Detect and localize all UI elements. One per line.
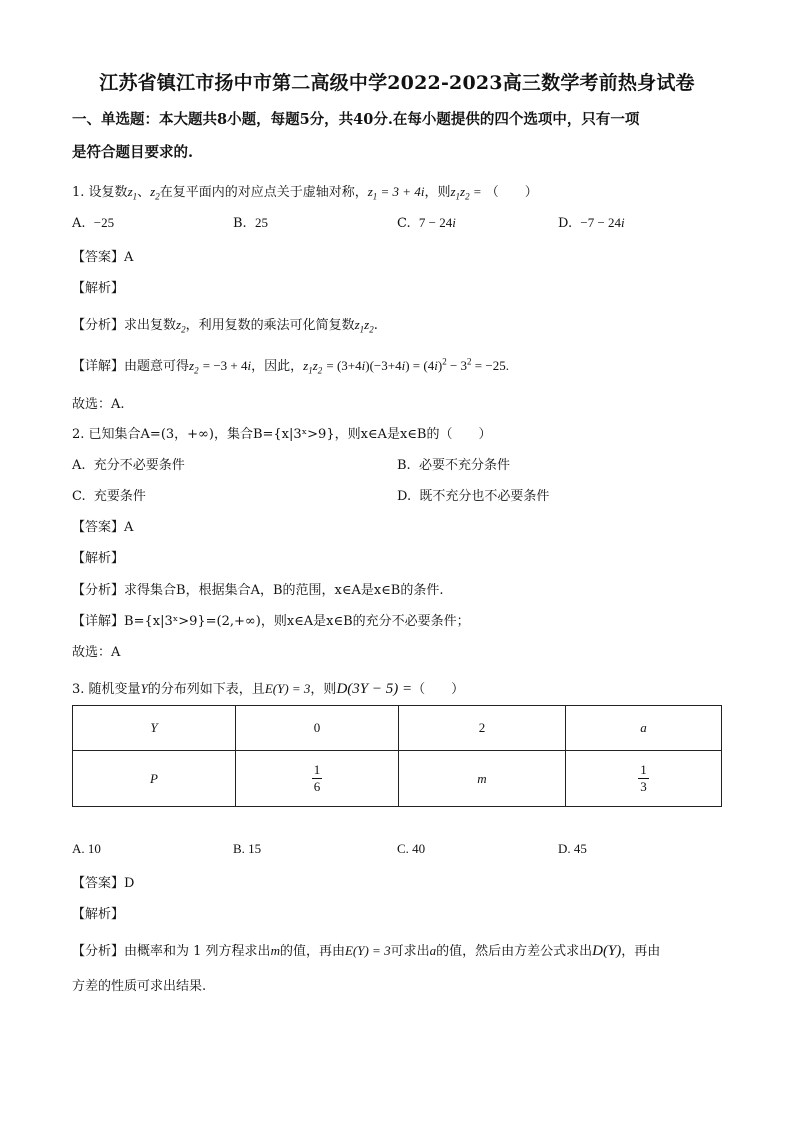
question-2: 2. 已知集合A=(3，+∞)，集合B={x|3ˣ>9}，则x∈A是x∈B的（ ） <box>72 427 492 442</box>
table-row <box>73 706 722 751</box>
table-cell: 2 <box>399 706 566 751</box>
q1-answer: 【答案】A <box>72 250 134 265</box>
question-3: 3. 随机变量Y的分布列如下表，且E(Y) = 3，则D(3Y − 5) =（ ） <box>72 681 465 697</box>
q3-option-b: B. 15 <box>233 841 262 856</box>
distribution-table <box>72 705 722 807</box>
table-cell: a <box>566 706 722 751</box>
q3-fenxi: 【分析】由概率和为 1 列方程求出m的值，再由E(Y) = 3可求出a的值，然后由方差公式求出D(Y)，再由 <box>72 943 661 959</box>
q1-given: $z_1 = 3 + 4i$ <box>367 184 425 202</box>
q3-fenxi-line2: 方差的性质可求出结果. <box>72 979 207 994</box>
q2-choose: 故选：A <box>72 645 121 660</box>
q3-answer: 【答案】D <box>72 876 135 891</box>
table-row <box>73 751 722 807</box>
table-cell: Y <box>73 706 236 751</box>
q1-text-b: 、 <box>137 185 151 200</box>
q1-xiangjie: 【详解】由题意可得$z_2 = -3 + 4i$，因此，$z_1z_2 = (3+4i)(-3+4i) = (4i)^2 - 3^2 = -25$. <box>72 356 509 376</box>
section-heading-line2: 是符合题目要求的. <box>72 144 194 161</box>
q2-option-d: D. 既不充分也不必要条件 <box>397 489 550 504</box>
q3-option-c: C. 40 <box>397 841 426 856</box>
q1-fenxi: 【分析】求出复数$z_2$，利用复数的乘法可化简复数$z_1z_2$. <box>72 317 378 335</box>
section-heading-line1: 一、单选题：本大题共8小题，每题5分，共40分.在每小题提供的四个选项中，只有一项 <box>72 111 640 128</box>
table-cell: m <box>399 751 566 807</box>
q1-number: 1. <box>72 185 85 200</box>
fraction-1-6: $\frac{1}{6}$ <box>313 762 321 794</box>
q1-analysis-tag: 【解析】 <box>72 281 125 296</box>
q1-choose: 故选：A. <box>72 397 125 412</box>
q2-option-a: A. 充分不必要条件 <box>72 458 185 473</box>
z1-symbol: $z_1$ <box>127 184 138 202</box>
fraction-1-3: $\frac{1}{3}$ <box>640 762 647 794</box>
q1-ask: $z_1z_2$ = <box>450 184 482 202</box>
q2-fenxi: 【分析】求得集合B，根据集合A，B的范围，x∈A是x∈B的条件. <box>72 583 444 598</box>
table-cell: 0 <box>236 706 399 751</box>
page-title: 江苏省镇江市扬中市第二高级中学2022-2023高三数学考前热身试卷 <box>99 72 695 94</box>
q3-option-a: A. 10 <box>72 841 101 856</box>
table-cell: P <box>73 751 236 807</box>
q1-text-e: （ ） <box>485 185 538 200</box>
table-cell <box>566 751 722 807</box>
q1-option-c: C. 7 − 24i <box>397 215 456 231</box>
q3-option-d: D. 45 <box>558 841 587 856</box>
q1-option-a: A. −25 <box>72 215 115 231</box>
q1-option-d: D. −7 − 24i <box>558 215 625 231</box>
q2-answer: 【答案】A <box>72 520 134 535</box>
q1-text-a: 设复数 <box>88 185 128 200</box>
q2-option-c: C. 充要条件 <box>72 489 146 504</box>
q1-text-d: ，则 <box>424 185 451 200</box>
question-1 <box>72 181 538 202</box>
q2-xiangjie: 【详解】B={x|3ˣ>9}=(2,+∞)，则x∈A是x∈B的充分不必要条件； <box>72 614 470 629</box>
q2-option-b: B. 必要不充分条件 <box>397 458 510 473</box>
q3-analysis-tag: 【解析】 <box>72 907 125 922</box>
z2-symbol: $z_2$ <box>150 184 160 202</box>
q1-text-c: 在复平面内的对应点关于虚轴对称， <box>159 185 368 200</box>
q2-analysis-tag: 【解析】 <box>72 551 125 566</box>
table-cell <box>236 751 399 807</box>
q1-option-b: B. 25 <box>233 215 268 231</box>
